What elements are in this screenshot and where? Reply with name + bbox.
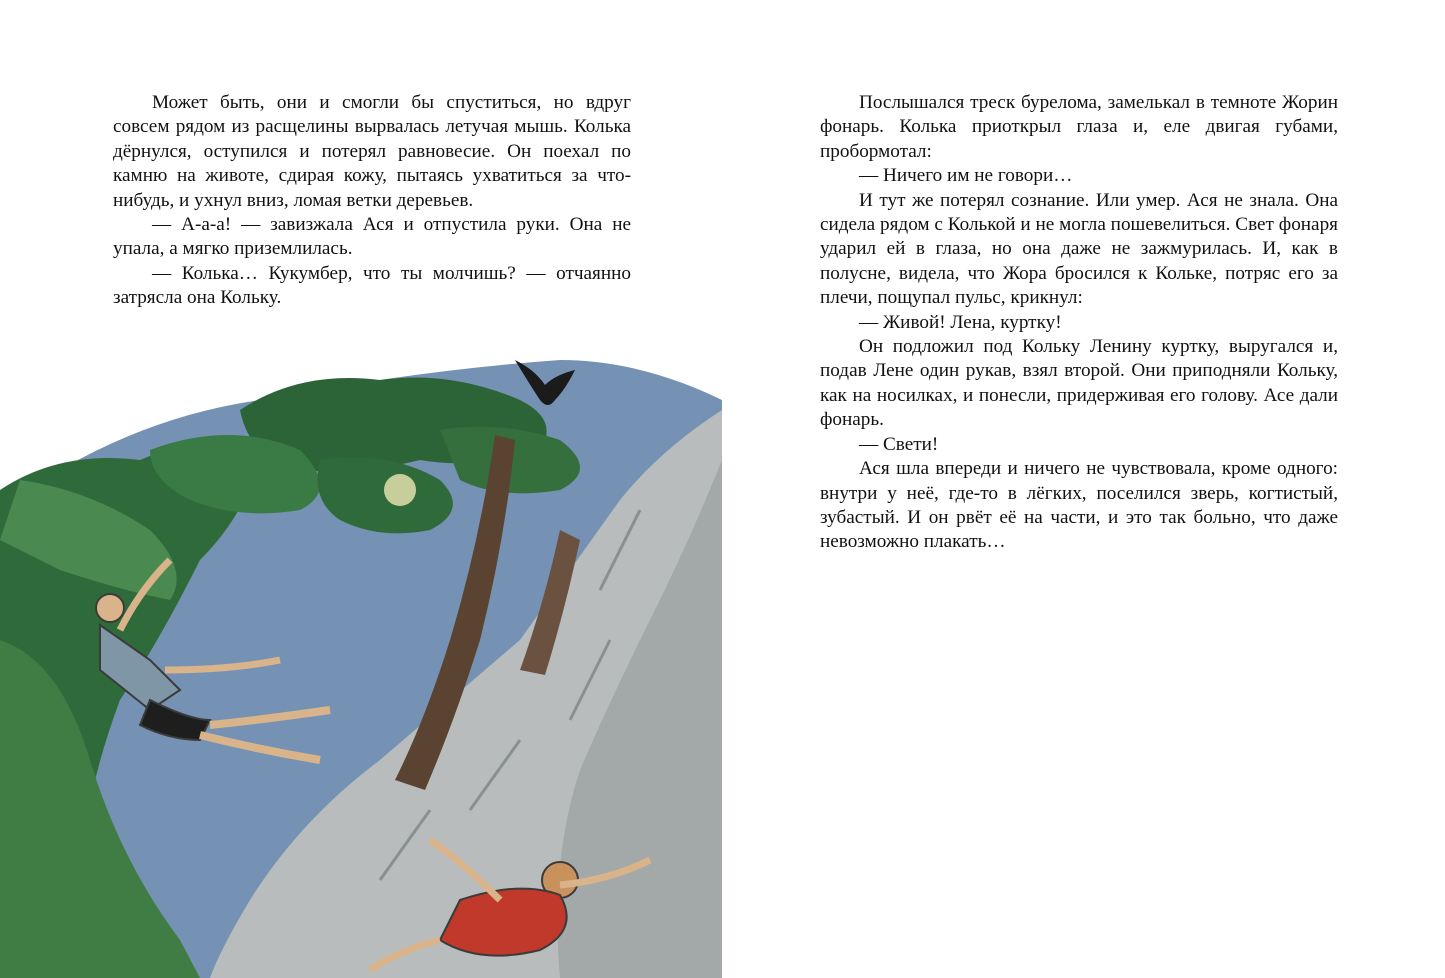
left-page [0, 0, 722, 978]
left-paragraph-1: Может быть, они и смогли бы спуститься, но вдруг совсем рядом из расщелины вырвалась летучая мышь. Колька дёрнулся, оступился и потерял равновесие. Он поехал по камню на животе, сдирая кожу, пытаясь ухватиться за что-нибудь, и ухнул вниз, ломая ветки деревьев. [113, 92, 631, 211]
right-paragraph-2: — Ничего им не говори… [859, 165, 1073, 187]
right-paragraph-7: Ася шла впереди и ничего не чувствовала, кроме одного: внутри у неё, где-то в лёгких, поселился зверь, когтистый, зубастый. И он рвёт её на части, и это так больно, что даже невозможно плакать… [820, 458, 1338, 553]
moon [384, 474, 416, 506]
left-paragraph-2: — А-а-а! — завизжала Ася и отпустила руки. Она не упала, а мягко приземлилась. [113, 214, 631, 260]
right-page [722, 0, 1445, 978]
right-paragraph-1: Послышался треск бурелома, замелькал в темноте Жорин фонарь. Колька приоткрыл глаза и, еле двигая губами, пробормотал: [820, 92, 1338, 162]
right-paragraph-4: — Живой! Лена, куртку! [859, 311, 1062, 333]
illustration-fall-scene [0, 340, 722, 978]
right-text-block [820, 91, 1338, 555]
right-paragraph-3: И тут же потерял сознание. Или умер. Ася не знала. Она сидела рядом с Колькой и не могла пошевелиться. Свет фонаря ударил ей в глаза, но она даже не зажмурилась. И, как в полусне, видела, что Жора бросился к Кольке, потряс его за плечи, пощупал пульс, крикнул: [820, 189, 1338, 309]
left-paragraph-3: — Колька… Кукумбер, что ты молчишь? — отчаянно затрясла она Кольку. [113, 262, 631, 309]
left-text-block [113, 91, 631, 311]
right-paragraph-6: — Свети! [859, 433, 939, 455]
right-paragraph-5: Он подложил под Кольку Ленину куртку, выругался и, подав Лене один рукав, взял второй. Они приподняли Кольку, как на носилках, и понесли, придерживая его голову. Асе дали фонарь. [820, 336, 1338, 431]
